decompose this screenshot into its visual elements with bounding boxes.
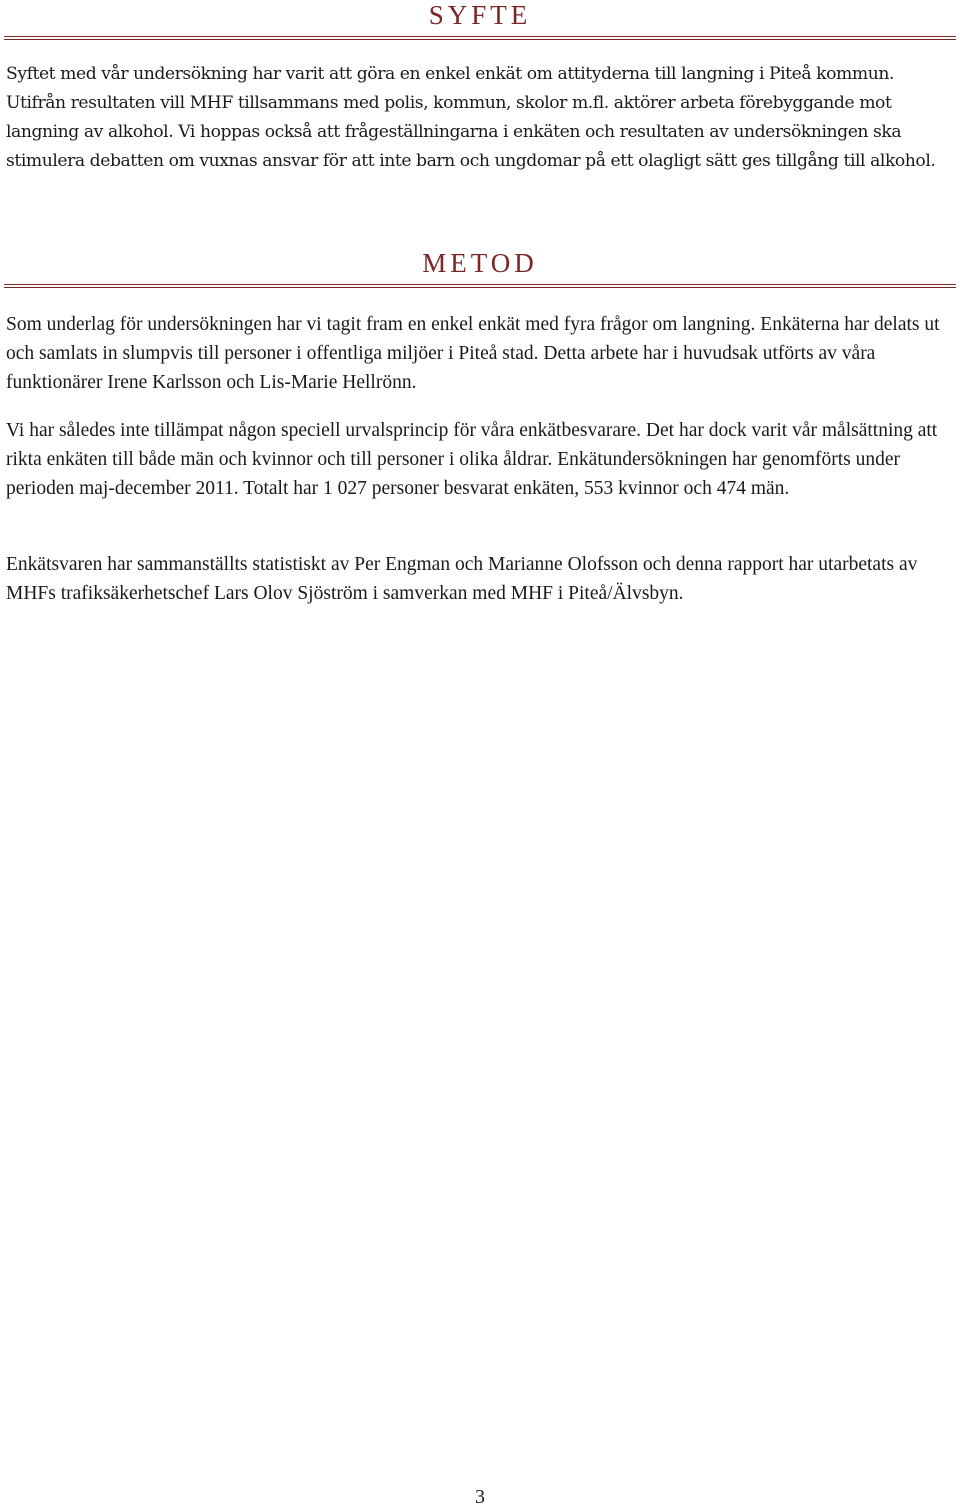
- page-number: 3: [475, 1486, 485, 1508]
- syfte-heading: SYFTE: [428, 0, 532, 30]
- metod-heading: METOD: [422, 248, 538, 278]
- syfte-divider: [4, 36, 956, 40]
- metod-paragraph-3: Enkätsvaren har sammanställts statistiskt av Per Engman och Marianne Olofsson och denna rapport har utarbetats av MHFs trafiksäkerhetschef Lars Olov Sjöström i samverkan med MHF i Piteå/Älvsbyn.: [6, 554, 918, 604]
- syfte-paragraph: Syftet med vår undersökning har varit att göra en enkel enkät om attityderna till langning i Piteå kommun. Utifrån resultaten vill MHF tillsammans med polis, kommun, skolor m.fl. aktörer arbeta förebyggande mot langning av alkohol. Vi hoppas också att frågeställningarna i enkäten och resultaten av undersökningen ska stimulera debatten om vuxnas ansvar för att inte barn och ungdomar på ett olagligt sätt ges tillgång till alkohol.: [6, 64, 936, 171]
- metod-paragraph-1: Som underlag för undersökningen har vi tagit fram en enkel enkät med fyra frågor om langning. Enkäterna har delats ut och samlats in slumpvis till personer i offentliga miljöer i Piteå stad. Detta arbete har i huvudsak utförts av våra funktionärer Irene Karlsson och Lis-Marie Hellrönn.: [6, 314, 940, 393]
- metod-divider: [4, 284, 956, 288]
- metod-paragraph-2: Vi har således inte tillämpat någon speciell urvalsprincip för våra enkätbesvarare. Det har dock varit vår målsättning att rikta enkäten till både män och kvinnor och till personer i olika åldrar. Enkätundersökningen har genomförts under perioden maj-december 2011. Totalt har 1 027 personer besvarat enkäten, 553 kvinnor och 474 män.: [6, 420, 938, 499]
